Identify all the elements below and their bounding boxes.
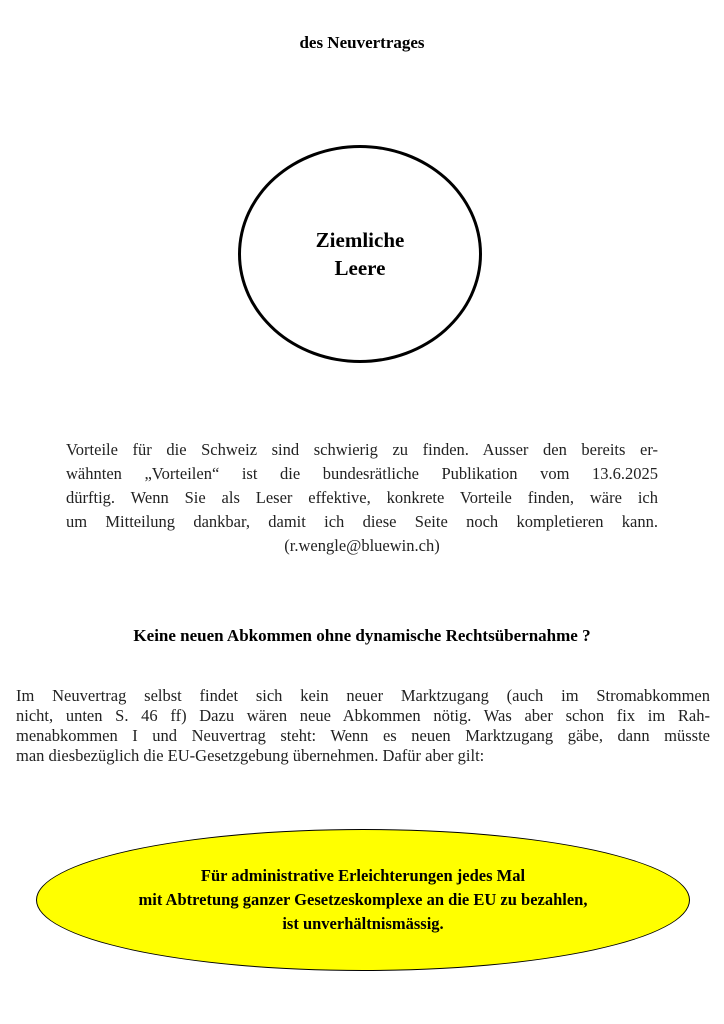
circle-label-line-1: Ziemliche <box>315 228 405 252</box>
callout-line-3: ist unverhältnismässig. <box>282 914 444 933</box>
callout-ellipse <box>36 829 690 971</box>
callout-text <box>139 864 588 936</box>
callout-line-2: mit Abtretung ganzer Gesetzeskomplexe an die EU zu bezahlen, <box>138 890 588 909</box>
page-heading: des Neuvertrages <box>299 33 425 52</box>
circle-label-line-2: Leere <box>334 256 386 280</box>
market-access-paragraph <box>16 686 710 766</box>
market-line-3: menabkommen I und Neuvertrag steht: Wenn es neuen Marktzugang gäbe, dann müsste <box>16 726 710 745</box>
advantages-line-3: dürftig. Wenn Sie als Leser effektive, konkrete Vorteile finden, wäre ich <box>66 488 658 507</box>
callout-line-1: Für administrative Erleichterungen jedes Mal <box>200 866 526 885</box>
contact-email: (r.wengle@bluewin.ch) <box>284 536 440 555</box>
market-line-2: nicht, unten S. 46 ff) Dazu wären neue Abkommen nötig. Was aber schon fix im Rah- <box>16 706 710 725</box>
circle-label <box>316 226 405 282</box>
empty-circle <box>238 145 482 363</box>
advantages-line-4: um Mitteilung dankbar, damit ich diese Seite noch kompletieren kann. <box>66 512 658 531</box>
market-line-1: Im Neuvertrag selbst findet sich kein neuer Marktzugang (auch im Stromabkommen <box>16 686 710 705</box>
advantages-line-2: wähnten „Vorteilen“ ist die bundesrätliche Publikation vom 13.6.2025 <box>66 464 658 483</box>
advantages-line-1: Vorteile für die Schweiz sind schwierig zu finden. Ausser den bereits er- <box>66 440 658 459</box>
market-line-4: man diesbezüglich die EU-Gesetzgebung übernehmen. Dafür aber gilt: <box>16 746 485 765</box>
section-heading: Keine neuen Abkommen ohne dynamische Rechtsübernahme ? <box>133 626 591 645</box>
advantages-paragraph <box>66 438 658 558</box>
